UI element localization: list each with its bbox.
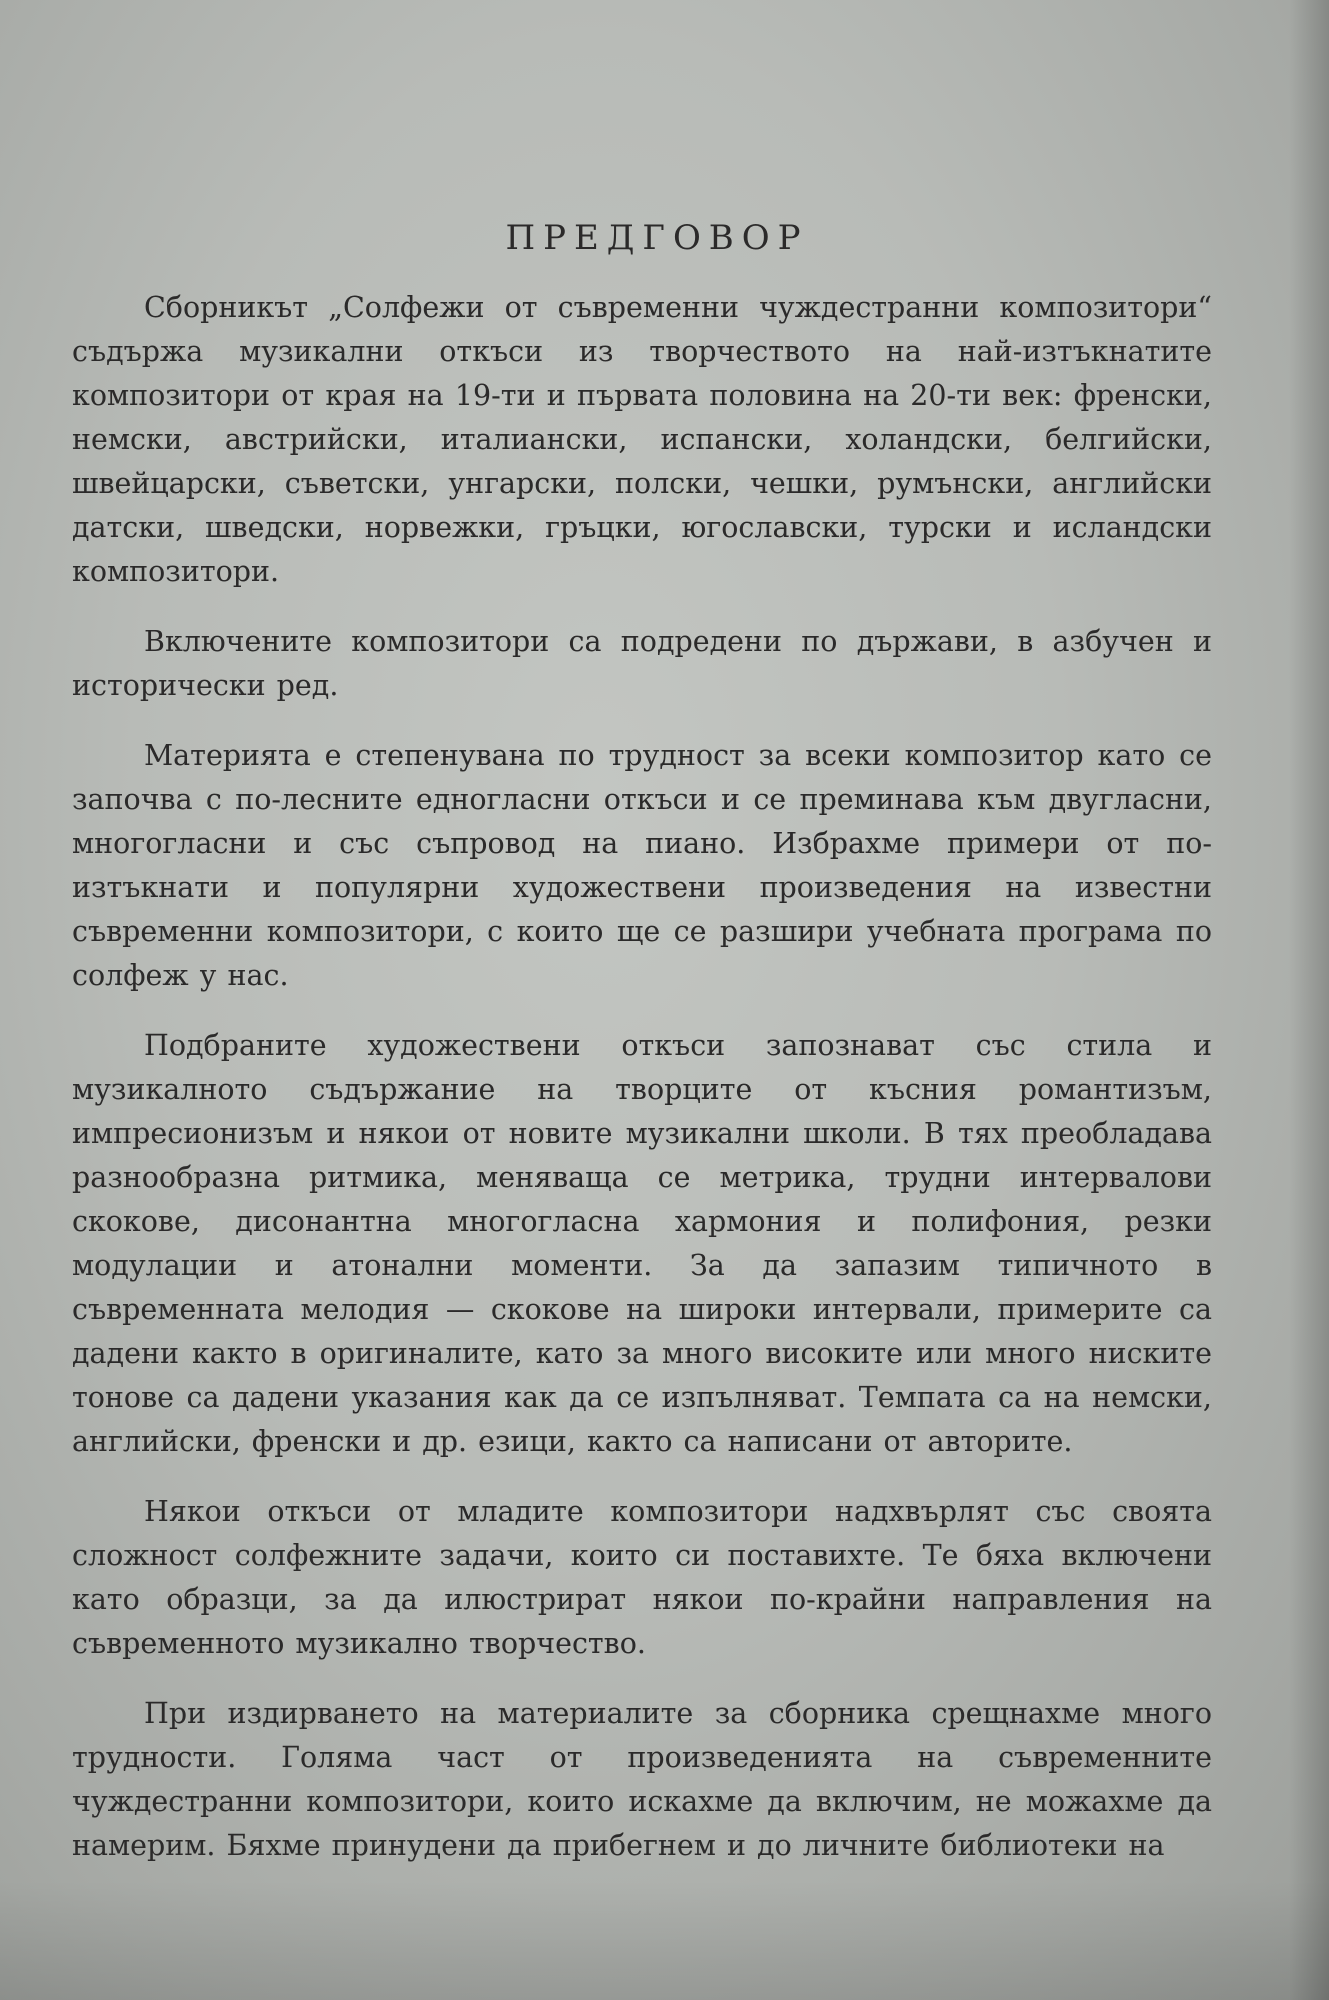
- page-title: ПРЕДГОВОР: [505, 218, 809, 258]
- paragraph-2: Включените композитори са подредени по държави, в азбучен и исторически ред.: [72, 625, 1212, 702]
- paragraph-3: Материята е степенувана по трудност за всеки композитор като се започва с по-лесните едногласни откъси и се преминава към двугласни, многогласни и със съпровод на пиано. Избрахме примери от по-изтъкнати и популярни художествени произведения на известни съвременни композитори, с които ще се разшири учебната програма по солфеж у нас.: [72, 739, 1212, 992]
- paragraph-6: При издирването на материалите за сборника срещнахме много трудности. Голяма част от произведенията на съвременните чуждестранни композитори, които искахме да включим, не можахме да намерим. Бяхме принудени да прибегнем и до личните библиотеки на: [72, 1697, 1212, 1862]
- page-text: [72, 218, 1212, 1894]
- paragraph-1: Сборникът „Солфежи от съвременни чуждестранни композитори“ съдържа музикални откъси из творчеството на най-изтъкнатите композитори от края на 19-ти и първата половина на 20-ти век: френски, немски, австрийски, италиански, испански, холандски, белгийски, швейцарски, съветски, унгарски, полски, чешки, румънски, английски датски, шведски, норвежки, гръцки, югославски, турски и исландски композитори.: [72, 291, 1212, 588]
- paragraph-4: Подбраните художествени откъси запознават със стила и музикалното съдържание на творците от късния романтизъм, импресионизъм и някои от новите музикални школи. В тях преобладава разнообразна ритмика, меняваща се метрика, трудни интервалови скокове, дисонантна многогласна хармония и полифония, резки модулации и атонални моменти. За да запазим типичното в съвременната мелодия — скокове на широки интервали, примерите са дадени както в оригиналите, като за много високите или много ниските тонове са дадени указания как да се изпълняват. Темпата са на немски, английски, френски и др. езици, както са написани от авторите.: [72, 1029, 1212, 1458]
- paragraph-5: Някои откъси от младите композитори надхвърлят със своята сложност солфежните задачи, които си поставихте. Те бяха включени като образци, за да илюстрират някои по-крайни направления на съвременното музикално творчество.: [72, 1495, 1212, 1660]
- page-shadow: [0, 1880, 1329, 2000]
